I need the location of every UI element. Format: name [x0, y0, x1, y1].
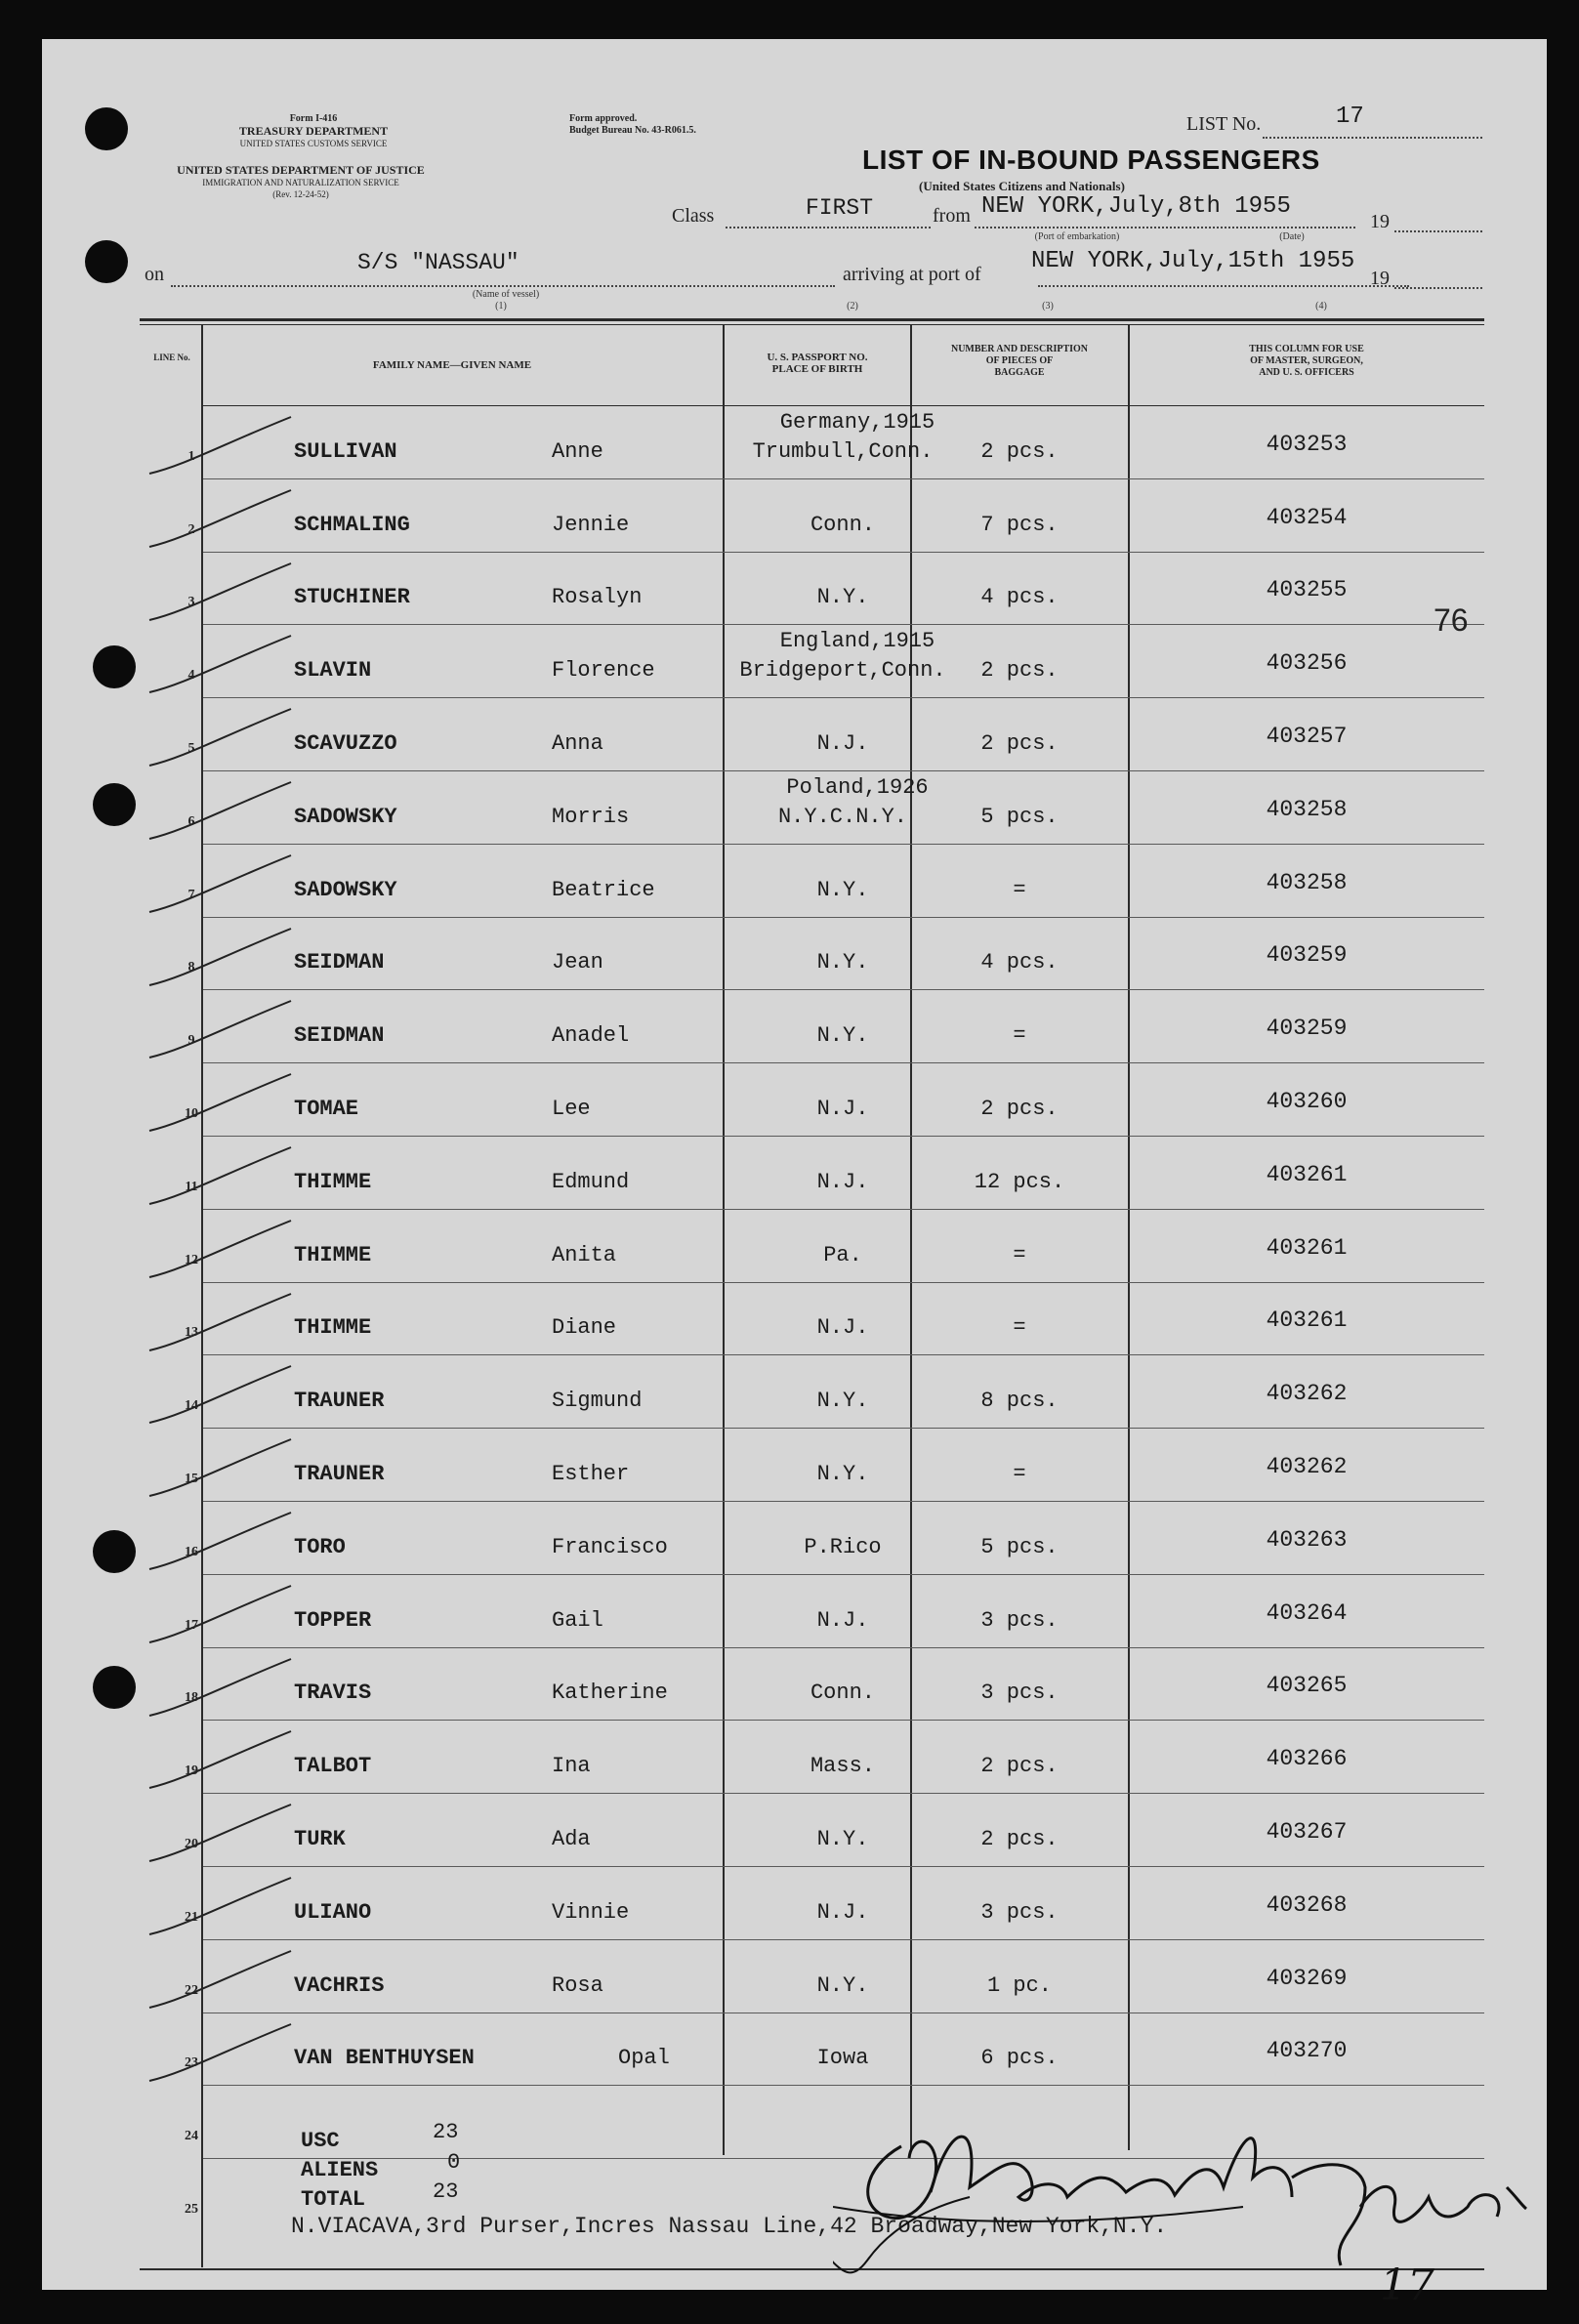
year-line-1	[1394, 230, 1482, 232]
family-name: VAN BENTHUYSEN	[294, 2046, 475, 2071]
baggage: 2 pcs.	[980, 1754, 1059, 1779]
column-3-number: (3)	[1042, 301, 1054, 311]
line-number: 23	[185, 2055, 198, 2071]
check-mark-icon	[145, 780, 301, 849]
line-number: 25	[185, 2202, 198, 2217]
class-value: FIRST	[806, 195, 874, 221]
column-header-officers-2: OF MASTER, SURGEON,	[1250, 355, 1363, 366]
family-name: TOMAE	[294, 1097, 359, 1121]
row-rule	[203, 2085, 1484, 2086]
family-name: THIMME	[294, 1242, 372, 1267]
table-top-rule	[140, 318, 1484, 321]
officer-number: 403253	[1266, 431, 1348, 457]
line-number: 10	[185, 1106, 198, 1121]
row-rule	[203, 1354, 1484, 1355]
check-mark-icon	[145, 1145, 301, 1214]
baggage: 2 pcs.	[980, 1827, 1059, 1851]
family-name: THIMME	[294, 1169, 372, 1194]
birthplace: N.Y.	[816, 1827, 869, 1851]
line-number: 19	[185, 1764, 198, 1779]
punch-hole	[93, 645, 136, 688]
line-number: 13	[185, 1325, 198, 1341]
row-rule	[203, 1282, 1484, 1283]
birthplace-top: Germany,1915	[779, 409, 935, 435]
family-name: THIMME	[294, 1315, 372, 1341]
check-mark-icon	[145, 1292, 301, 1360]
page-subtitle: (United States Citizens and Nationals)	[919, 179, 1125, 193]
officer-number: 403256	[1266, 650, 1348, 677]
check-mark-icon	[145, 927, 301, 995]
punch-hole	[85, 107, 128, 150]
row-rule	[203, 1574, 1484, 1575]
birthplace: N.J.	[816, 1169, 869, 1194]
baggage: 4 pcs.	[980, 950, 1059, 975]
column-header-line-no: LINE No.	[153, 353, 190, 362]
officer-number: 403268	[1266, 1891, 1348, 1918]
row-rule	[203, 844, 1484, 845]
baggage: 4 pcs.	[980, 585, 1059, 610]
line-number: 21	[185, 1909, 198, 1925]
list-no-label: LIST No.	[1186, 113, 1262, 135]
line-number: 8	[187, 960, 195, 975]
column-header-name: FAMILY NAME—GIVEN NAME	[372, 359, 532, 371]
officer-number: 403259	[1266, 942, 1348, 969]
check-mark-icon	[145, 1876, 301, 1944]
column-1-number: (1)	[495, 301, 507, 311]
birthplace: N.Y.	[816, 1462, 869, 1486]
birthplace: Trumbull,Conn.	[752, 438, 934, 464]
baggage: 6 pcs.	[980, 2046, 1059, 2071]
birthplace: Pa.	[823, 1242, 862, 1267]
baggage: =	[1013, 1462, 1026, 1486]
line-number: 9	[187, 1033, 195, 1049]
officer-number: 403261	[1266, 1307, 1348, 1334]
baggage: 3 pcs.	[980, 1607, 1059, 1633]
row-rule	[203, 1136, 1484, 1137]
birthplace: N.Y.C.N.Y.	[777, 804, 908, 829]
punch-hole	[93, 1666, 136, 1709]
officer-number: 403264	[1266, 1599, 1348, 1626]
column-header-officers-3: AND U. S. OFFICERS	[1259, 367, 1354, 378]
line-number: 12	[185, 1252, 198, 1267]
baggage: 12 pcs.	[974, 1169, 1065, 1194]
given-name: Ada	[552, 1827, 591, 1851]
class-line	[726, 227, 931, 228]
line-number: 11	[185, 1179, 198, 1194]
birthplace: Mass.	[810, 1754, 875, 1779]
family-name: ULIANO	[294, 1899, 372, 1925]
line-number: 22	[185, 1982, 198, 1998]
officer-number: 403259	[1266, 1016, 1348, 1042]
family-name: TOPPER	[294, 1607, 372, 1633]
row-rule	[203, 478, 1484, 479]
row-rule	[203, 1647, 1484, 1648]
birthplace: N.J.	[816, 1097, 869, 1121]
given-name: Anadel	[552, 1023, 630, 1049]
check-mark-icon	[145, 1584, 301, 1652]
line-number: 1	[187, 448, 195, 464]
check-mark-icon	[145, 1949, 301, 2017]
birthplace: Bridgeport,Conn.	[739, 658, 946, 684]
line-number: 3	[187, 595, 195, 610]
revision-label: (Rev. 12-24-52)	[272, 189, 329, 199]
list-no-line	[1263, 137, 1482, 139]
arriving-label: arriving at port of	[843, 264, 981, 285]
check-mark-icon	[145, 2022, 301, 2091]
baggage: 8 pcs.	[980, 1389, 1059, 1414]
given-name: Rosalyn	[552, 585, 643, 610]
officer-number: 403261	[1266, 1161, 1348, 1187]
baggage: 3 pcs.	[980, 1899, 1059, 1925]
check-mark-icon	[145, 1511, 301, 1579]
baggage: 2 pcs.	[980, 1097, 1059, 1121]
given-name: Esther	[552, 1462, 630, 1486]
family-name: TURK	[294, 1827, 346, 1851]
officer-number: 403257	[1266, 724, 1348, 749]
column-header-baggage-2: OF PIECES OF	[985, 355, 1054, 366]
family-name: TALBOT	[294, 1754, 372, 1779]
row-rule	[203, 917, 1484, 918]
usc-value: 23	[433, 2120, 459, 2144]
family-name: TRAUNER	[294, 1389, 385, 1414]
check-mark-icon	[145, 561, 301, 630]
birthplace-top: England,1915	[779, 629, 935, 654]
check-mark-icon	[145, 1364, 301, 1432]
baggage: 2 pcs.	[980, 438, 1059, 464]
date-caption: (Date)	[1279, 231, 1305, 242]
row-rule	[203, 1866, 1484, 1867]
family-name: TRAVIS	[294, 1681, 372, 1706]
row-rule	[203, 552, 1484, 553]
line-number: 6	[187, 813, 195, 829]
from-label: from	[933, 205, 971, 227]
family-name: VACHRIS	[294, 1972, 385, 1998]
check-mark-icon	[145, 1803, 301, 1871]
aliens-label: ALIENS	[301, 2158, 379, 2182]
family-name: SCAVUZZO	[294, 731, 397, 756]
row-rule	[203, 1501, 1484, 1502]
given-name: Morris	[552, 804, 630, 829]
officer-number: 403260	[1266, 1089, 1348, 1114]
officer-number: 403263	[1266, 1526, 1348, 1553]
birthplace: N.J.	[816, 731, 869, 756]
birthplace-top: Poland,1926	[786, 774, 929, 800]
row-rule	[203, 989, 1484, 990]
arriving-line	[1038, 285, 1409, 287]
year-label-1: 19	[1370, 211, 1390, 232]
officer-number: 403266	[1266, 1746, 1348, 1772]
line-number: 24	[185, 2129, 198, 2144]
ins-label: IMMIGRATION AND NATURALIZATION SERVICE	[202, 178, 399, 187]
baggage: =	[1013, 1315, 1026, 1341]
line-number: 18	[185, 1690, 198, 1706]
row-rule	[203, 1062, 1484, 1063]
line-number: 14	[185, 1398, 198, 1414]
table-top-rule-2	[140, 324, 1484, 325]
check-mark-icon	[145, 999, 301, 1067]
baggage: 2 pcs.	[980, 658, 1059, 684]
birthplace: N.Y.	[816, 877, 869, 902]
given-name: Vinnie	[552, 1899, 630, 1925]
budget-bureau-label: Budget Bureau No. 43-R061.5.	[569, 125, 696, 136]
header-bottom-rule	[201, 405, 1484, 406]
inspector-signature	[833, 2099, 1575, 2324]
check-mark-icon	[145, 1072, 301, 1141]
family-name: SEIDMAN	[294, 950, 385, 975]
class-label: Class	[672, 205, 715, 227]
form-approved-label: Form approved.	[569, 113, 638, 124]
birthplace: Conn.	[810, 512, 875, 537]
officer-number: 403265	[1266, 1673, 1348, 1699]
birthplace: N.Y.	[816, 1389, 869, 1414]
birthplace: N.J.	[816, 1899, 869, 1925]
year-label-2: 19	[1370, 268, 1390, 289]
birthplace: N.J.	[816, 1607, 869, 1633]
check-mark-icon	[145, 1657, 301, 1725]
check-mark-icon	[145, 415, 301, 483]
officer-number: 403267	[1266, 1819, 1348, 1845]
given-name: Jennie	[552, 512, 630, 537]
check-mark-icon	[145, 1437, 301, 1506]
line-number: 7	[187, 887, 195, 902]
baggage: 3 pcs.	[980, 1681, 1059, 1706]
birthplace: N.Y.	[816, 1023, 869, 1049]
officer-number: 403258	[1266, 796, 1348, 822]
given-name: Katherine	[552, 1681, 668, 1706]
given-name: Edmund	[552, 1169, 630, 1194]
officer-number: 403269	[1266, 1965, 1348, 1991]
column-header-officers: THIS COLUMN FOR USE	[1249, 344, 1364, 354]
family-name: STUCHINER	[294, 585, 410, 610]
given-name: Diane	[552, 1315, 617, 1341]
family-name: SEIDMAN	[294, 1023, 385, 1049]
baggage: =	[1013, 1023, 1026, 1049]
row-rule	[203, 624, 1484, 625]
family-name: SADOWSKY	[294, 877, 397, 902]
officer-number: 403270	[1266, 2038, 1348, 2064]
baggage: 5 pcs.	[980, 1534, 1059, 1559]
officer-number: 403258	[1266, 869, 1348, 895]
check-mark-icon	[145, 853, 301, 922]
document-page	[42, 39, 1547, 2310]
punch-hole	[85, 240, 128, 283]
birthplace: N.Y.	[816, 585, 869, 610]
total-value: 23	[433, 2179, 459, 2204]
page-mark: 17	[1380, 2261, 1434, 2310]
given-name: Jean	[552, 950, 603, 975]
line-number: 15	[185, 1472, 198, 1486]
vessel-name: S/S "NASSAU"	[357, 250, 519, 275]
baggage: 5 pcs.	[980, 804, 1059, 829]
on-label: on	[145, 264, 164, 285]
page-title: LIST OF IN-BOUND PASSENGERS	[862, 145, 1320, 175]
given-name: Sigmund	[552, 1389, 643, 1414]
check-mark-icon	[145, 1729, 301, 1798]
aliens-value: 0	[447, 2150, 461, 2175]
row-rule	[203, 770, 1484, 771]
family-name: SCHMALING	[294, 512, 410, 537]
line-number: 17	[185, 1617, 198, 1633]
row-rule	[203, 1793, 1484, 1794]
check-mark-icon	[145, 1219, 301, 1287]
officer-number: 403261	[1266, 1234, 1348, 1261]
birthplace: Iowa	[816, 2046, 869, 2071]
vessel-line	[171, 285, 835, 287]
list-no-value: 17	[1336, 104, 1364, 130]
family-name: SADOWSKY	[294, 804, 397, 829]
check-mark-icon	[145, 634, 301, 702]
baggage: 7 pcs.	[980, 512, 1059, 537]
baggage-column-rule	[1128, 324, 1130, 2150]
check-mark-icon	[145, 488, 301, 557]
treasury-label: TREASURY DEPARTMENT	[238, 124, 389, 138]
customs-label: UNITED STATES CUSTOMS SERVICE	[239, 139, 388, 148]
family-name: SULLIVAN	[294, 438, 397, 464]
birthplace: Conn.	[810, 1681, 875, 1706]
birthplace: P.Rico	[804, 1534, 882, 1559]
row-rule	[203, 697, 1484, 698]
given-name: Opal	[618, 2046, 670, 2071]
line-number: 5	[187, 741, 195, 756]
from-line	[975, 227, 1355, 228]
baggage: =	[1013, 877, 1026, 902]
arriving-value: NEW YORK,July,15th 1955	[1031, 248, 1355, 274]
column-header-birthplace: PLACE OF BIRTH	[771, 363, 863, 375]
family-name: TORO	[294, 1534, 346, 1559]
form-number: Form I-416	[289, 113, 338, 124]
from-value: NEW YORK,July,8th 1955	[981, 193, 1291, 220]
port-embark-caption: (Port of embarkation)	[1034, 231, 1120, 242]
check-mark-icon	[145, 707, 301, 775]
given-name: Ina	[552, 1754, 591, 1779]
family-name: TRAUNER	[294, 1462, 385, 1486]
given-name: Francisco	[552, 1534, 668, 1559]
column-4-number: (4)	[1315, 301, 1327, 311]
given-name: Florence	[552, 658, 655, 684]
birthplace: N.Y.	[816, 1972, 869, 1998]
row-rule	[203, 1428, 1484, 1429]
margin-number: 76	[1434, 602, 1469, 638]
birthplace: N.Y.	[816, 950, 869, 975]
row-rule	[203, 1939, 1484, 1940]
justice-label: UNITED STATES DEPARTMENT OF JUSTICE	[177, 163, 425, 177]
officer-number: 403262	[1266, 1381, 1348, 1407]
column-2-number: (2)	[847, 301, 858, 311]
usc-label: USC	[301, 2129, 340, 2153]
row-rule	[203, 1720, 1484, 1721]
baggage: 1 pc.	[986, 1972, 1052, 1998]
line-number: 4	[187, 668, 195, 684]
purser-footer: N.VIACAVA,3rd Purser,Incres Nassau Line,42 Broadway,New York,N.Y.	[291, 2214, 1168, 2239]
row-rule	[203, 1209, 1484, 1210]
officer-number: 403255	[1266, 577, 1348, 603]
line-number: 16	[185, 1544, 198, 1559]
column-header-baggage-3: BAGGAGE	[994, 367, 1045, 378]
vessel-caption: (Name of vessel)	[472, 289, 540, 300]
birthplace: N.J.	[816, 1315, 869, 1341]
given-name: Anita	[552, 1242, 617, 1267]
given-name: Rosa	[552, 1972, 603, 1998]
baggage: =	[1013, 1242, 1026, 1267]
given-name: Anne	[552, 438, 603, 464]
line-number: 20	[185, 1837, 198, 1851]
family-name: SLAVIN	[294, 658, 372, 684]
punch-hole	[93, 1530, 136, 1573]
column-header-passport: U. S. PASSPORT NO.	[767, 352, 868, 363]
baggage: 2 pcs.	[980, 731, 1059, 756]
officer-number: 403262	[1266, 1454, 1348, 1479]
punch-hole	[93, 783, 136, 826]
column-header-baggage: NUMBER AND DESCRIPTION	[950, 344, 1088, 354]
total-label: TOTAL	[301, 2187, 366, 2212]
line-number: 2	[187, 521, 195, 537]
given-name: Lee	[552, 1097, 591, 1121]
given-name: Anna	[552, 731, 603, 756]
given-name: Gail	[552, 1607, 603, 1633]
given-name: Beatrice	[552, 877, 655, 902]
year-line-2	[1394, 287, 1482, 289]
officer-number: 403254	[1266, 504, 1348, 530]
